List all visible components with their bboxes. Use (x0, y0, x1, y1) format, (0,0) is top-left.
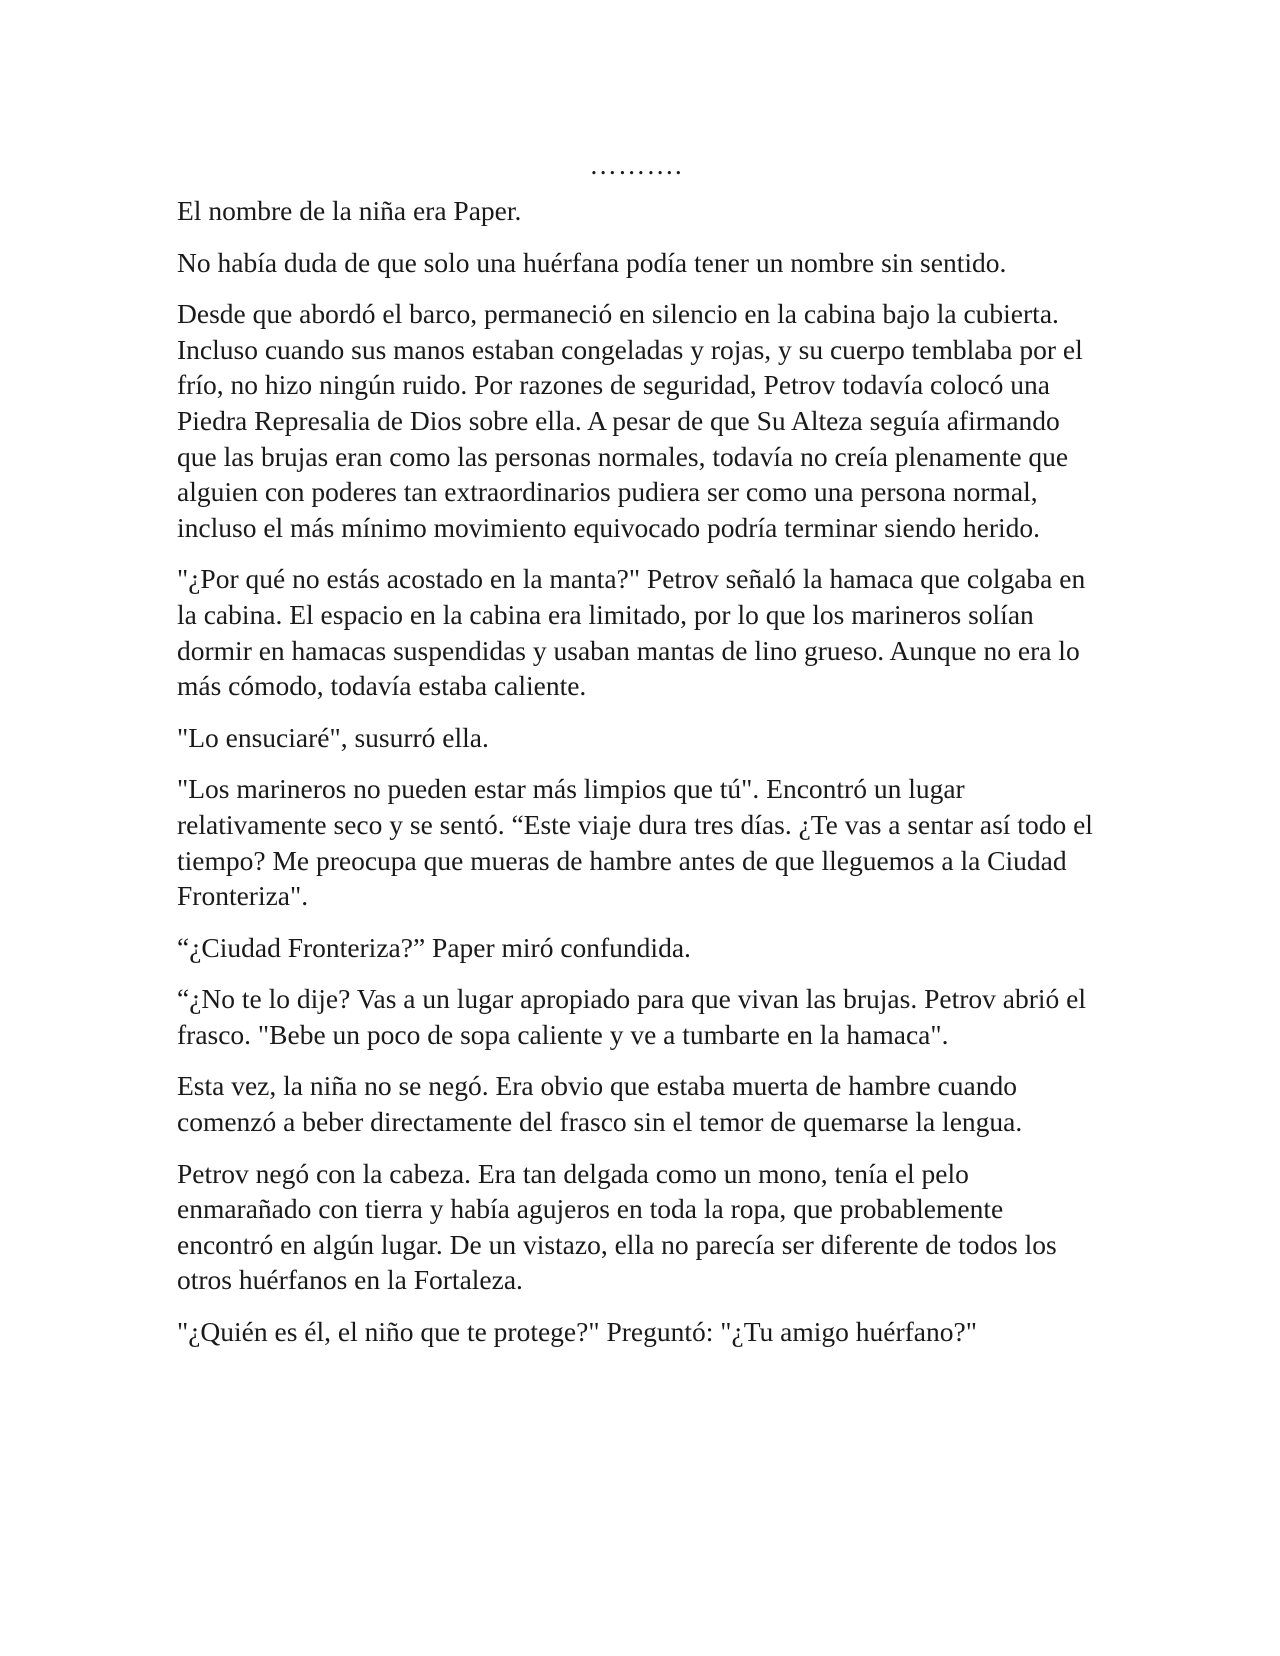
paragraph: "Los marineros no pueden estar más limpios que tú". Encontró un lugar relativamente seco y se sentó. “Este viaje dura tres días. ¿Te vas a sentar así todo el tiempo? Me preocupa que mueras de hambre antes de que lleguemos a la Ciudad Fronteriza". (177, 773, 1093, 912)
paragraph: No había duda de que solo una huérfana podía tener un nombre sin sentido. (177, 246, 1007, 278)
paragraph: "Lo ensuciaré", susurró ella. (177, 721, 489, 753)
paragraph: “¿No te lo dije? Vas a un lugar apropiado para que vivan las brujas. Petrov abrió el frasco. "Bebe un poco de sopa caliente y ve a tumbarte en la hamaca". (177, 983, 1086, 1050)
paragraph: Desde que abordó el barco, permaneció en silencio en la cabina bajo la cubierta. Incluso cuando sus manos estaban congeladas y rojas, y su cuerpo temblaba por el frío, no hizo ningún ruido. Por razones de seguridad, Petrov todavía colocó una Piedra Represalia de Dios sobre ella. A pesar de que Su Alteza seguía afirmando que las brujas eran como las personas normales, todavía no creía plenamente que alguien con poderes tan extraordinarios pudiera ser como una persona normal, incluso el más mínimo movimiento equivocado podría terminar siendo herido. (177, 298, 1083, 543)
section-separator: ………. (589, 149, 683, 180)
document-body (177, 150, 1095, 1366)
paragraph: Petrov negó con la cabeza. Era tan delgada como un mono, tenía el pelo enmarañado con tierra y había agujeros en toda la ropa, que probablemente encontró en algún lugar. De un vistazo, ella no parecía ser diferente de todos los otros huérfanos en la Fortaleza. (177, 1157, 1057, 1296)
paragraph: "¿Por qué no estás acostado en la manta?" Petrov señaló la hamaca que colgaba en la cabina. El espacio en la cabina era limitado, por lo que los marineros solían dormir en hamacas suspendidas y usaban mantas de lino grueso. Aunque no era lo más cómodo, todavía estaba caliente. (177, 563, 1086, 702)
paragraph: El nombre de la niña era Paper. (177, 195, 522, 226)
paragraph: “¿Ciudad Fronteriza?” Paper miró confundida. (177, 931, 691, 963)
paragraph: "¿Quién es él, el niño que te protege?" Preguntó: "¿Tu amigo huérfano?" (177, 1316, 977, 1348)
paragraph: Esta vez, la niña no se negó. Era obvio que estaba muerta de hambre cuando comenzó a beber directamente del frasco sin el temor de quemarse la lengua. (177, 1070, 1023, 1138)
